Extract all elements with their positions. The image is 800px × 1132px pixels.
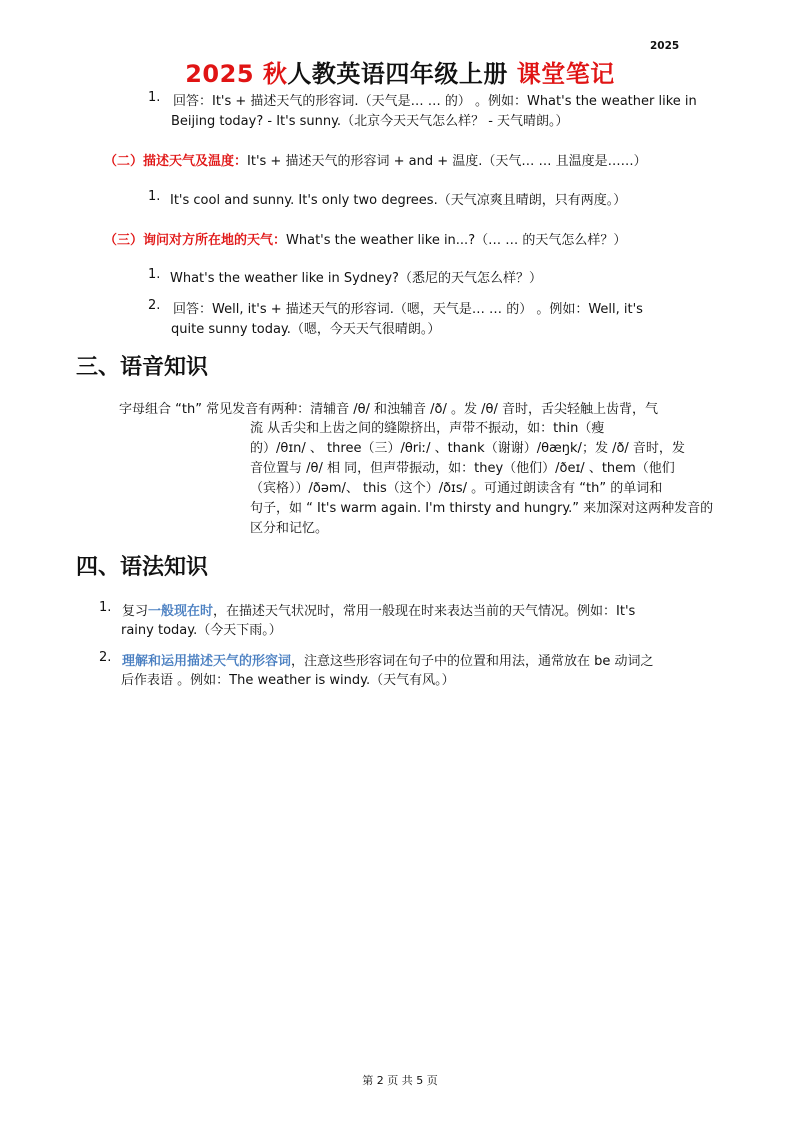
list-item-text: 回答：Well, it's + 描述天气的形容词.（嗯，天气是… … 的） 。例如：Well, it's — [173, 302, 643, 317]
subheading-label: （二）描述天气及温度： — [104, 154, 248, 169]
list-item-text: rainy today.（今天下雨。） — [121, 623, 282, 638]
subheading-weather-temp — [104, 150, 647, 169]
text-segment: 复习 — [122, 604, 149, 619]
title-year: 2025 秋 — [185, 60, 288, 88]
list-number: 1. — [148, 90, 161, 105]
list-item-text — [122, 600, 635, 619]
highlight-term: 一般现在时 — [148, 604, 214, 619]
paragraph-line: 字母组合 “th” 常见发音有两种：清辅音 /θ/ 和浊辅音 /ð/ 。发 /θ/ 音时，舌尖轻触上齿背，气 — [119, 402, 659, 417]
subheading-label: （三）询问对方所在地的天气： — [104, 233, 287, 248]
list-number: 1. — [148, 267, 161, 282]
page-footer: 第 2 页 共 5 页 — [362, 1074, 438, 1087]
subheading-text: What's the weather like in...?（… … 的天气怎么样？） — [286, 233, 627, 248]
paragraph-line: （宾格））/ðəm/、 this（这个）/ðɪs/ 。可通过朗读含有 “th” 的单词和 — [250, 481, 663, 496]
list-item-text: 回答：It's + 描述天气的形容词.（天气是… … 的） 。例如：What's the weather like in — [173, 94, 697, 109]
title-notes: 课堂笔记 — [516, 60, 615, 88]
section-heading-grammar: 四、语法知识 — [76, 554, 209, 580]
corner-year: 2025 — [650, 40, 680, 52]
text-segment: ，注意这些形容词在句子中的位置和用法，通常放在 be 动词之 — [291, 654, 654, 669]
page-title — [0, 54, 800, 89]
list-number: 1. — [99, 600, 112, 615]
paragraph-line: 音位置与 /θ/ 相 同，但声带振动，如：they（他们）/ðeɪ/ 、them（他们 — [250, 461, 675, 476]
text-segment: ，在描述天气状况时，常用一般现在时来表达当前的天气情况。例如：It's — [213, 604, 636, 619]
paragraph-line: 流 从舌尖和上齿之间的缝隙挤出，声带不振动，如：thin（瘦 — [250, 421, 605, 436]
list-item-text: 后作表语 。例如：The weather is windy.（天气有风。） — [121, 673, 455, 688]
list-item-text: Beijing today? - It's sunny.（北京今天天气怎么样？ - 天气晴朗。） — [171, 114, 569, 129]
paragraph-line: 句子，如 “ It's warm again. I'm thirsty and hungry.” 来加深对这两种发音的 — [250, 501, 714, 516]
section-heading-phonetics: 三、语音知识 — [76, 354, 209, 380]
highlight-term: 理解和运用描述天气的形容词 — [122, 654, 292, 669]
list-item-text: quite sunny today.（嗯，今天天气很晴朗。） — [171, 322, 441, 337]
list-number: 2. — [99, 650, 112, 665]
paragraph-line: 区分和记忆。 — [250, 521, 329, 536]
title-main: 人教英语四年级上册 — [287, 60, 508, 88]
list-item-text: It's cool and sunny. It's only two degrees.（天气凉爽且晴朗，只有两度。） — [170, 193, 627, 208]
paragraph-line: 的）/θɪn/ 、 three（三）/θriː/ 、thank（谢谢）/θæŋk/；发 /ð/ 音时，发 — [250, 441, 685, 456]
list-number: 2. — [148, 298, 161, 313]
list-number: 1. — [148, 189, 161, 204]
list-item-text: What's the weather like in Sydney?（悉尼的天气怎么样？） — [170, 271, 542, 286]
subheading-text: It's + 描述天气的形容词 + and + 温度.（天气… … 且温度是……） — [247, 154, 647, 169]
list-item-text — [122, 650, 654, 669]
subheading-ask-weather — [104, 229, 626, 248]
